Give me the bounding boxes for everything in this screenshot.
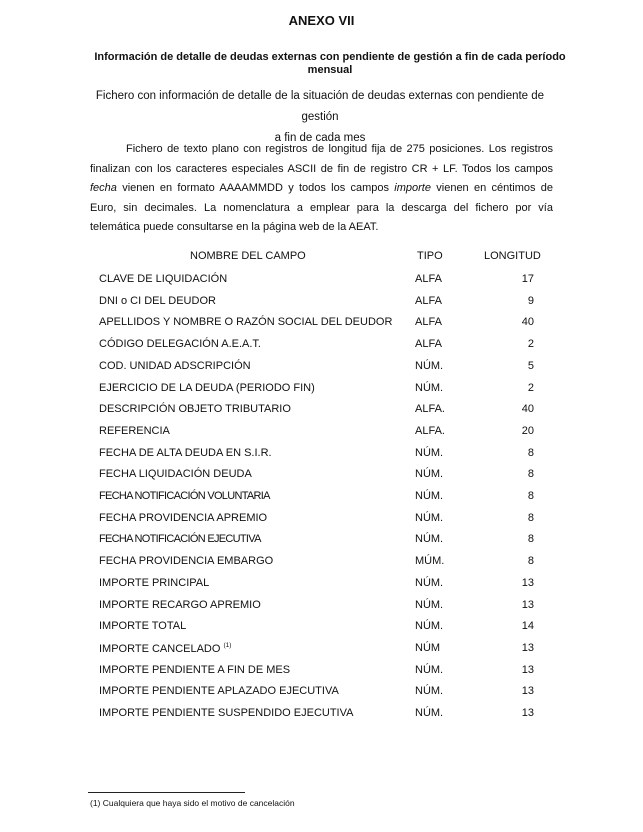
field-type: NÚM.	[415, 663, 444, 676]
field-length: 40	[521, 316, 534, 329]
field-name	[99, 425, 170, 437]
table-row	[0, 403, 643, 425]
field-length: 8	[527, 490, 534, 502]
field-name-text: EJERCICIO DE LA DEUDA (PERIODO FIN)	[99, 381, 315, 394]
field-name	[99, 490, 270, 502]
field-type: NÚM.	[415, 446, 444, 459]
table-row	[0, 338, 643, 360]
field-name-text: IMPORTE PENDIENTE SUSPENDIDO EJECUTIVA	[99, 707, 354, 719]
table-row	[0, 555, 643, 577]
document-subtitle: Información de detalle de deudas externas con pendiente de gestión a fin de cada período mensual	[94, 51, 566, 76]
table-row	[0, 490, 643, 512]
field-type: NÚM.	[415, 620, 444, 633]
table-row	[0, 620, 643, 642]
annex-title: ANEXO VII	[288, 13, 355, 28]
field-name-text: FECHA PROVIDENCIA APREMIO	[99, 511, 268, 524]
field-length: 8	[527, 511, 534, 524]
field-name	[99, 403, 291, 415]
field-length: 17	[521, 273, 534, 285]
paragraph-text-1: Fichero de texto plano con registros de longitud fija de 275 posiciones. Los registros finalizan con los caracteres especiales ASCII de fin de registro CR + LF. Todos los campos	[90, 143, 553, 175]
field-name	[99, 295, 216, 307]
field-name	[99, 707, 353, 719]
table-row	[0, 707, 643, 729]
table-row	[0, 533, 643, 555]
field-length: 13	[521, 598, 534, 611]
field-name	[99, 620, 186, 632]
field-type: NÚM.	[415, 468, 444, 481]
table-row	[0, 382, 643, 404]
field-type: NÚM.	[415, 685, 444, 698]
paragraph-text-3: vienen en céntimos de Euro, sin decimales. La nomenclatura a emplear para la descarga del fichero por vía telemática puede consultarse en la página web de la AEAT.	[90, 182, 553, 233]
field-length: 8	[527, 555, 534, 568]
field-name-text: IMPORTE TOTAL	[99, 620, 187, 633]
field-name-text: REFERENCIA	[99, 424, 170, 437]
field-name	[99, 533, 261, 545]
field-name	[99, 599, 261, 611]
field-length: 13	[521, 576, 534, 589]
field-name-text: IMPORTE PENDIENTE APLAZADO EJECUTIVA	[99, 685, 339, 698]
field-name	[99, 685, 339, 697]
field-name-text: IMPORTE PRINCIPAL	[99, 576, 210, 589]
field-name-text: FECHA NOTIFICACIÓN EJECUTIVA	[99, 533, 261, 546]
field-name	[99, 664, 290, 676]
field-name	[99, 338, 261, 350]
field-type: NÚM.	[415, 598, 444, 611]
field-type: NÚM.	[415, 576, 444, 589]
field-length: 8	[527, 446, 534, 459]
table-row	[0, 642, 643, 664]
field-name-text: APELLIDOS Y NOMBRE O RAZÓN SOCIAL DEL DEUDOR	[99, 316, 393, 329]
field-name-text: IMPORTE CANCELADO	[99, 642, 221, 655]
footnote-separator	[88, 792, 245, 793]
table-row	[0, 599, 643, 621]
file-description-line-2: a fin de cada mes	[274, 132, 366, 144]
field-name-text: CLAVE DE LIQUIDACIÓN	[99, 273, 228, 285]
field-name-text: IMPORTE PENDIENTE A FIN DE MES	[99, 663, 291, 676]
field-name	[99, 555, 273, 567]
field-type: ALFA.	[415, 424, 445, 437]
column-header-length: LONGITUD	[484, 250, 541, 262]
field-length: 13	[521, 663, 534, 676]
field-length: 8	[527, 468, 534, 481]
field-name	[99, 512, 267, 524]
field-length: 13	[521, 685, 534, 698]
table-row	[0, 685, 643, 707]
field-type: ALFA	[415, 316, 442, 329]
table-row	[0, 295, 643, 317]
field-name	[99, 382, 315, 394]
table-row	[0, 664, 643, 686]
format-paragraph	[90, 140, 553, 238]
field-length: 8	[527, 533, 534, 546]
field-name-text: FECHA DE ALTA DEUDA EN S.I.R.	[99, 446, 272, 459]
field-name	[99, 273, 227, 285]
table-row	[0, 425, 643, 447]
field-name-text: FECHA NOTIFICACIÓN VOLUNTARIA	[99, 490, 270, 502]
column-header-name: NOMBRE DEL CAMPO	[190, 250, 306, 262]
table-row	[0, 468, 643, 490]
paragraph-text-2: vienen en formato AAAAMMDD y todos los campos	[116, 182, 395, 194]
field-length: 5	[527, 359, 534, 372]
field-type: NÚM.	[415, 533, 444, 546]
field-length: 13	[521, 641, 534, 654]
field-name	[99, 360, 251, 372]
field-length: 40	[521, 403, 534, 416]
table-row	[0, 447, 643, 469]
field-type: NÚM	[415, 641, 441, 654]
footnote-reference: (1)	[223, 641, 232, 649]
table-row	[0, 512, 643, 534]
field-type: NÚM.	[415, 490, 444, 502]
field-name-text: FECHA LIQUIDACIÓN DEUDA	[99, 468, 252, 481]
field-length: 13	[521, 707, 534, 719]
field-name	[99, 642, 231, 655]
table-row	[0, 273, 643, 295]
field-type: MÚM.	[415, 555, 445, 568]
field-name-text: IMPORTE RECARGO APREMIO	[99, 598, 261, 611]
table-row	[0, 360, 643, 382]
footnote: (1) Cualquiera que haya sido el motivo de cancelación	[90, 798, 295, 808]
field-length: 2	[527, 381, 534, 394]
field-type: ALFA.	[415, 403, 445, 416]
field-name-text: DNI o CI DEL DEUDOR	[99, 294, 216, 307]
field-type: ALFA	[415, 273, 442, 285]
column-header-type: TIPO	[417, 250, 443, 262]
table-row	[0, 577, 643, 599]
field-name	[99, 316, 392, 328]
field-type: NÚM.	[415, 381, 444, 394]
file-description-line-1: Fichero con información de detalle de la situación de deudas externas con pendiente de gestión	[95, 90, 545, 123]
paragraph-fecha-term: fecha	[90, 182, 117, 194]
field-type: NÚM.	[415, 707, 444, 719]
field-name-text: COD. UNIDAD ADSCRIPCIÓN	[99, 359, 251, 372]
field-type: NÚM.	[415, 359, 444, 372]
field-length: 9	[527, 294, 534, 307]
field-type: ALFA	[415, 338, 442, 351]
table-row	[0, 316, 643, 338]
field-name-text: DESCRIPCIÓN OBJETO TRIBUTARIO	[99, 403, 291, 416]
field-type: ALFA	[415, 294, 442, 307]
field-length: 14	[521, 620, 534, 633]
field-length: 20	[521, 424, 534, 437]
field-name	[99, 468, 252, 480]
field-name-text: FECHA PROVIDENCIA EMBARGO	[99, 555, 274, 568]
field-type: NÚM.	[415, 511, 444, 524]
paragraph-importe-term: importe	[394, 182, 431, 194]
field-name	[99, 447, 272, 459]
field-name-text: CÓDIGO DELEGACIÓN A.E.A.T.	[99, 338, 261, 351]
field-name	[99, 577, 209, 589]
field-length: 2	[527, 338, 534, 351]
